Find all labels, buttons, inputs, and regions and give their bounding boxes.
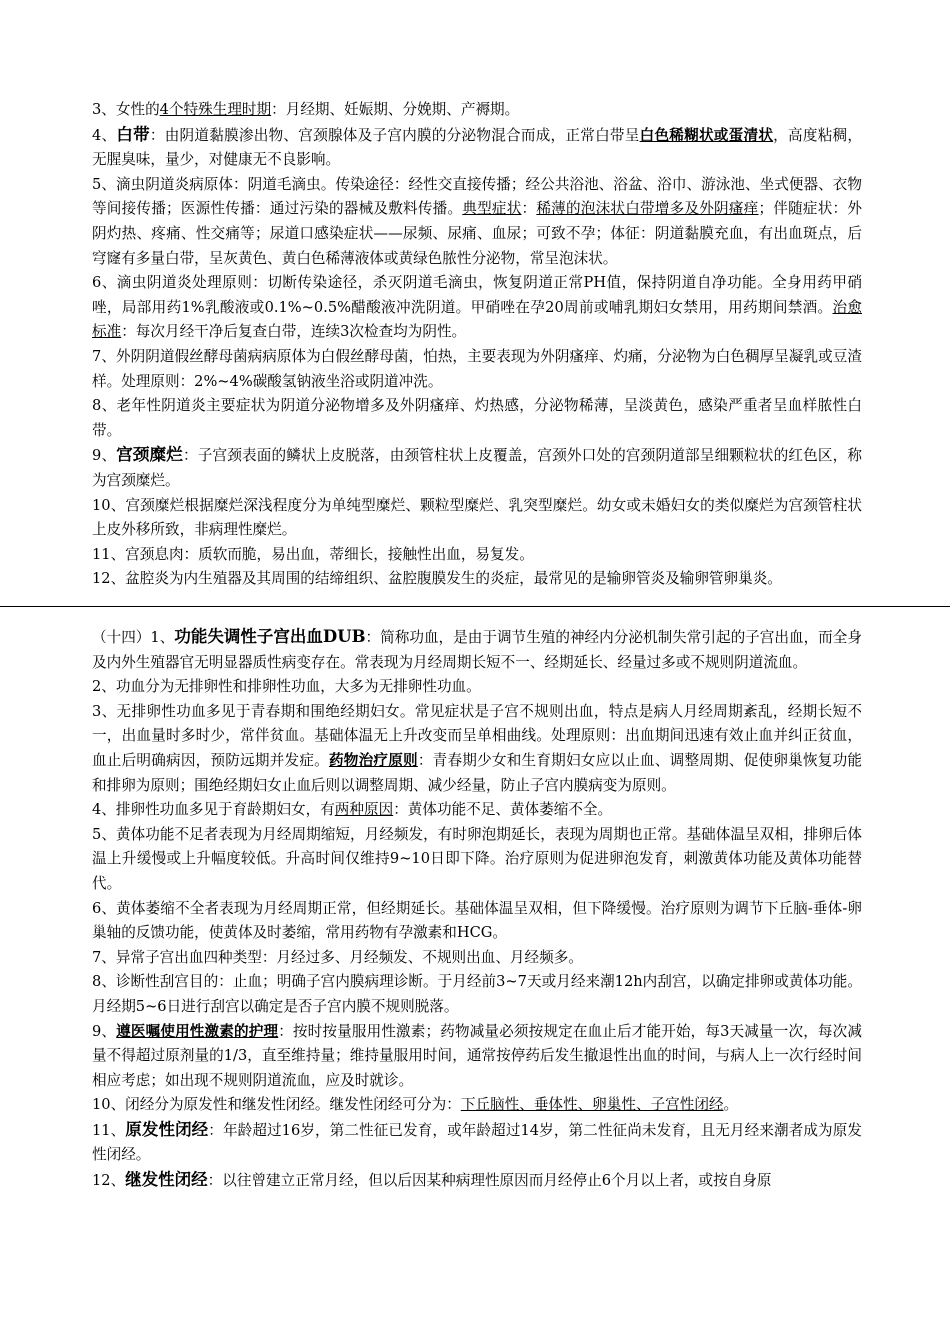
note-text: 9、 [92,447,117,465]
note-text: ；伴随症状：外阴灼热、疼痛、性交痛等；尿道口感染症状——尿频、尿痛、血尿；可致不孕；体征：阴道黏膜充血，有出血斑点，后穹窿有多量白带，呈灰黄色、黄白色稀薄液体或黄绿色脓性分泌物，常呈泡沫状。 [92,200,862,267]
emphasized-text: 两种原因 [334,801,394,819]
note-text: 9、 [92,1022,117,1040]
note-text: ：按时按量服用性激素；药物减量必须按规定在血止后才能开始，每3天减量一次，每次减量不得超过原剂量的1/3，直至维持量；维持量服用时间，通常按停药后发生撤退性出血的时间，与病人上一次行经时间相应考虑；如出现不规则阴道流血，应及时就诊。 [92,1022,862,1089]
note-text: 6、黄体萎缩不全者表现为月经周期正常，但经期延长。基础体温呈双相，但下降缓慢。治疗原则为调节下丘脑-垂体-卵巢轴的反馈功能，使黄体及时萎缩，常用药物有孕激素和HCG。 [92,899,862,942]
emphasized-text: 白色稀糊状或蛋清状 [639,126,774,144]
emphasized-text: 典型症状 [462,200,522,218]
section-divider [0,606,950,607]
note-paragraph [92,1168,862,1194]
note-text: 5、滴虫阴道炎病原体：阴道毛滴虫。传染途径：经性交直接传播；经公共浴池、浴盆、浴巾、游泳池、坐式便器、衣物等间接传播；医源性传播：通过污染的器械及敷料传播。 [92,175,862,218]
term-heading: 白带 [116,124,150,144]
term-heading: 宫颈糜烂 [116,445,183,465]
note-paragraph [92,675,862,700]
note-paragraph [92,1020,862,1094]
note-text: ：年龄超过16岁，第二性征已发育，或年龄超过14岁，第二性征尚未发育，且无月经来潮者成为原发性闭经。 [92,1121,863,1164]
note-paragraph [92,394,862,443]
note-text: 5、黄体功能不足者表现为月经周期缩短，月经频发，有时卵泡期延长，表现为周期也正常。基础体温呈双相，排卵后体温上升缓慢或上升幅度较低。升高时间仅维持9~10日即下降。治疗原则为促进卵泡发育，刺激黄体功能及黄体功能替代。 [92,825,862,892]
note-text: 2、功血分为无排卵性和排卵性功血，大多为无排卵性功血。 [92,678,481,696]
note-text: （十四）1、 [92,629,175,646]
note-paragraph [92,700,862,798]
term-heading: 原发性闭经 [125,1119,209,1139]
note-paragraph [92,970,862,1019]
note-text: ：由阴道黏膜渗出物、宫颈腺体及子宫内膜的分泌物混合而成，正常白带呈 [149,126,640,144]
note-text: ：每次月经干净后复查白带，连续3次检查均为阴性。 [121,323,467,341]
note-paragraph [92,173,862,271]
note-text: 8、老年性阴道炎主要症状为阴道分泌物增多及外阴瘙痒、灼热感，分泌物稀薄，呈淡黄色，感染严重者呈血样脓性白带。 [92,397,862,439]
note-text: 4、 [92,126,117,144]
note-text: ：简称功血，是由于调节生殖的神经内分泌机制失常引起的子宫出血，而全身及内外生殖器官无明显器质性病变存在。常表现为月经周期长短不一、经期延长、经量过多或不规则阴道流血。 [92,629,862,671]
note-paragraph [92,494,862,543]
note-text: ：青春期少女和生育期妇女应以止血、调整周期、促使卵巢恢复功能和排卵为原则；围绝经期妇女止血后则以调整周期、减少经量，防止子宫内膜病变为原则。 [92,751,862,794]
note-paragraph [92,543,862,568]
note-text: 8、诊断性刮宫目的：止血；明确子宫内膜病理诊断。于月经前3~7天或月经来潮12h内刮宫，以确定排卵或黄体功能。月经期5~6日进行刮宫以确定是否子宫内膜不规则脱落。 [92,973,862,1015]
term-heading: 继发性闭经 [125,1170,208,1190]
note-text: ： [521,200,537,218]
emphasized-text: 治愈标准 [92,298,862,341]
note-paragraph [92,946,862,971]
note-text: 10、宫颈糜烂根据糜烂深浅程度分为单纯型糜烂、颗粒型糜烂、乳突型糜烂。幼女或未婚妇女的类似糜烂为宫颈管柱状上皮外移所致，非病理性糜烂。 [92,496,862,539]
note-text: 3、女性的 [92,101,160,118]
note-paragraph [92,443,862,493]
note-paragraph [92,345,862,394]
emphasized-text: 遵医嘱使用性激素的护理 [116,1022,279,1040]
note-paragraph [92,271,862,345]
emphasized-text: 4个特殊生理时期 [159,101,272,118]
note-text: ：黄体功能不足、黄体萎缩不全。 [393,801,613,819]
note-text: 3、无排卵性功血多见于青春期和围绝经期妇女。常见症状是子宫不规则出血，特点是病人月经周期紊乱，经期长短不一，出血量时多时少，常伴贫血。基础体温无上升改变而呈单相曲线。处理原则：出血期间迅速有效止血并纠正贫血，血止后明确病因，预防远期并发症。 [92,702,862,769]
emphasized-text: 稀薄的泡沫状白带增多及外阴瘙痒 [536,200,759,218]
note-text: 10、闭经分为原发性和继发性闭经。继发性闭经可分为： [92,1096,461,1114]
note-text: ：月经期、妊娠期、分娩期、产褥期。 [271,101,520,118]
note-paragraph [92,567,862,592]
note-paragraph [92,823,862,897]
note-paragraph [92,1118,862,1168]
note-paragraph [92,798,862,823]
emphasized-text: 药物治疗原则 [328,751,418,769]
note-text: 。 [723,1096,739,1114]
note-text: 7、异常子宫出血四种类型：月经过多、月经频发、不规则出血、月经频多。 [92,948,583,966]
note-text: 6、滴虫阴道炎处理原则：切断传染途径，杀灭阴道毛滴虫，恢复阴道正常PH值，保持阴道自净功能。全身用药甲硝唑，局部用药1%乳酸液或0.1%~0.5%醋酸液冲洗阴道。甲硝唑在孕20周前或哺乳期妇女禁用，用药期间禁酒。 [92,274,862,316]
note-text: ：以往曾建立正常月经，但以后因某种病理性原因而月经停止6个月以上者，或按自身原 [207,1172,772,1190]
note-paragraph [92,897,862,946]
note-text: 11、 [92,1121,126,1139]
notes-section-menstrual-disorders [92,625,862,1194]
note-paragraph [92,625,862,675]
note-text: 12、 [92,1172,126,1190]
note-text: 12、盆腔炎为内生殖器及其周围的结缔组织、盆腔腹膜发生的炎症，最常见的是输卵管炎及输卵管卵巢炎。 [92,570,782,588]
note-paragraph [92,123,862,173]
term-heading: 功能失调性子宫出血DUB [174,627,366,646]
note-paragraph [92,98,862,123]
note-paragraph [92,1093,862,1118]
emphasized-text: 下丘脑性、垂体性、卵巢性、子宫性闭经 [460,1096,724,1114]
note-text: 11、宫颈息肉：质软而脆，易出血，蒂细长，接触性出血，易复发。 [92,545,534,563]
note-text: ：子宫颈表面的鳞状上皮脱落，由颈管柱状上皮覆盖，宫颈外口处的宫颈阴道部呈细颗粒状的红色区，称为宫颈糜烂。 [92,447,863,489]
note-text: ，高度粘稠，无腥臭味，量少，对健康无不良影响。 [92,126,862,169]
note-text: 7、外阴阴道假丝酵母菌病病原体为白假丝酵母菌，怕热，主要表现为外阴瘙痒、灼痛，分泌物为白色稠厚呈凝乳或豆渣样。处理原则：2%~4%碳酸氢钠液坐浴或阴道冲洗。 [92,347,862,390]
notes-section-gynecologic-inflammation [92,98,862,592]
note-text: 4、排卵性功血多见于育龄期妇女，有 [92,801,335,819]
